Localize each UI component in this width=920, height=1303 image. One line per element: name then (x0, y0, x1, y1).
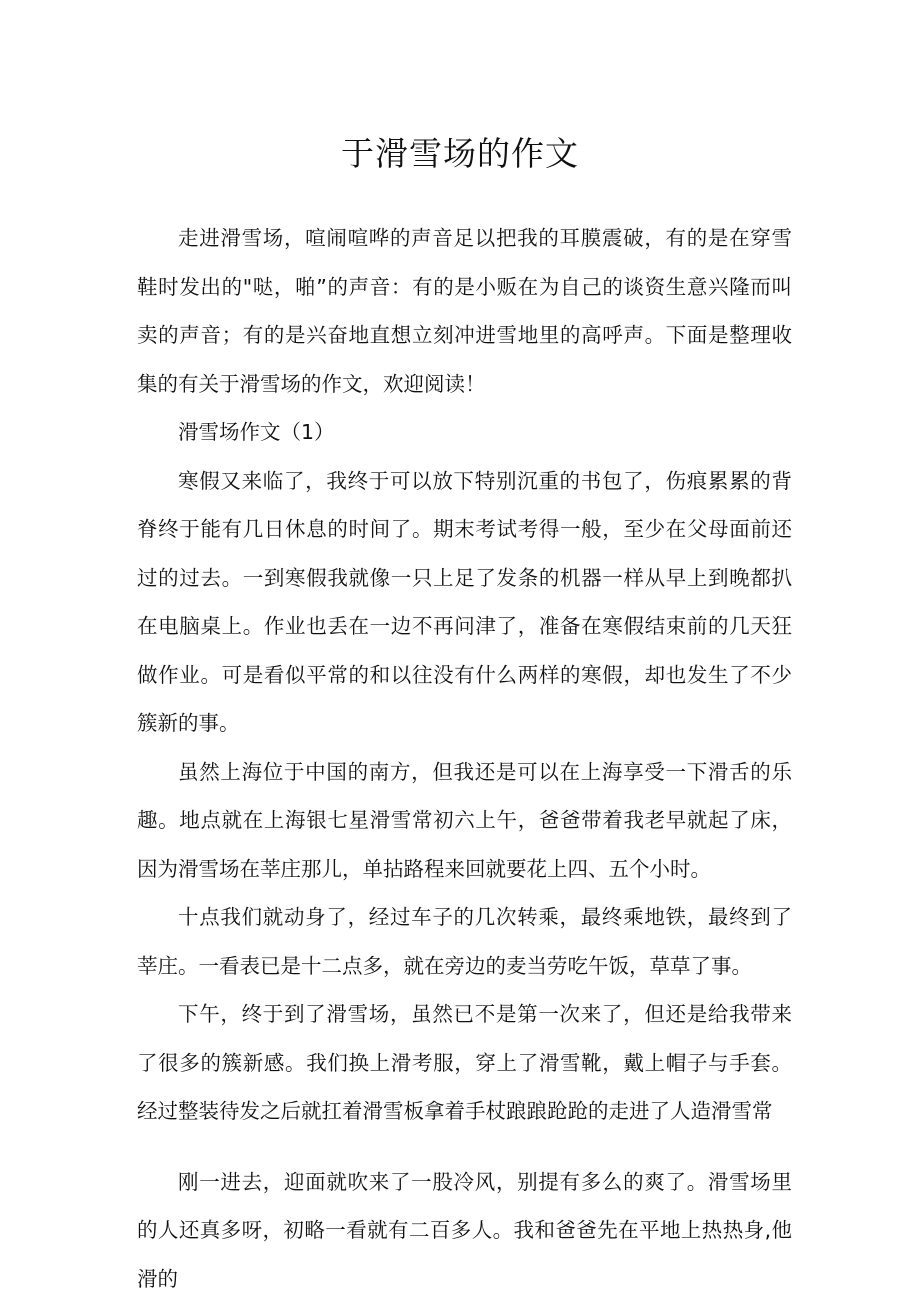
section-heading: 滑雪场作文（1） (137, 408, 792, 457)
page-title: 于滑雪场的作文 (0, 128, 920, 175)
paragraph-entering: 刚一进去，迎面就吹来了一股冷风，别提有多么的爽了。滑雪场里的人还真多呀，初略一看就有二百多人。我和爸爸先在平地上热热身,他滑的 (137, 1158, 792, 1303)
paragraph-intro: 走进滑雪场，喧闹喧哗的声音足以把我的耳膜震破，有的是在穿雪鞋时发出的"哒，啪”的声音：有的是小贩在为自己的谈资生意兴隆而叫卖的声音；有的是兴奋地直想立刻冲进雪地里的高呼声。下面是整理收集的有关于滑雪场的作文，欢迎阅读！ (137, 214, 792, 408)
document-body (137, 214, 792, 1303)
paragraph-afternoon: 下午，终于到了滑雪场，虽然已不是第一次来了，但还是给我带来了很多的簇新感。我们换上滑考服，穿上了滑雪靴，戴上帽子与手套。经过整装待发之后就扛着滑雪板拿着手杖踉踉跄跄的走进了人造滑雪常 (137, 990, 792, 1136)
paragraph-departure: 十点我们就动身了，经过车子的几次转乘，最终乘地铁，最终到了莘庄。一看表已是十二点多，就在旁边的麦当劳吃午饭，草草了事。 (137, 893, 792, 990)
paragraph-winter-break: 寒假又来临了，我终于可以放下特别沉重的书包了，伤痕累累的背脊终于能有几日休息的时间了。期末考试考得一般，至少在父母面前还过的过去。一到寒假我就像一只上足了发条的机器一样从早上到晚都扒在电脑桌上。作业也丢在一边不再问津了，准备在寒假结束前的几天狂做作业。可是看似平常的和以往没有什么两样的寒假，却也发生了不少簇新的事。 (137, 457, 792, 748)
paragraph-shanghai: 虽然上海位于中国的南方，但我还是可以在上海享受一下滑舌的乐趣。地点就在上海银七星滑雪常初六上午，爸爸带着我老早就起了床，因为滑雪场在莘庄那儿，单拈路程来回就要花上四、五个小时。 (137, 748, 792, 894)
